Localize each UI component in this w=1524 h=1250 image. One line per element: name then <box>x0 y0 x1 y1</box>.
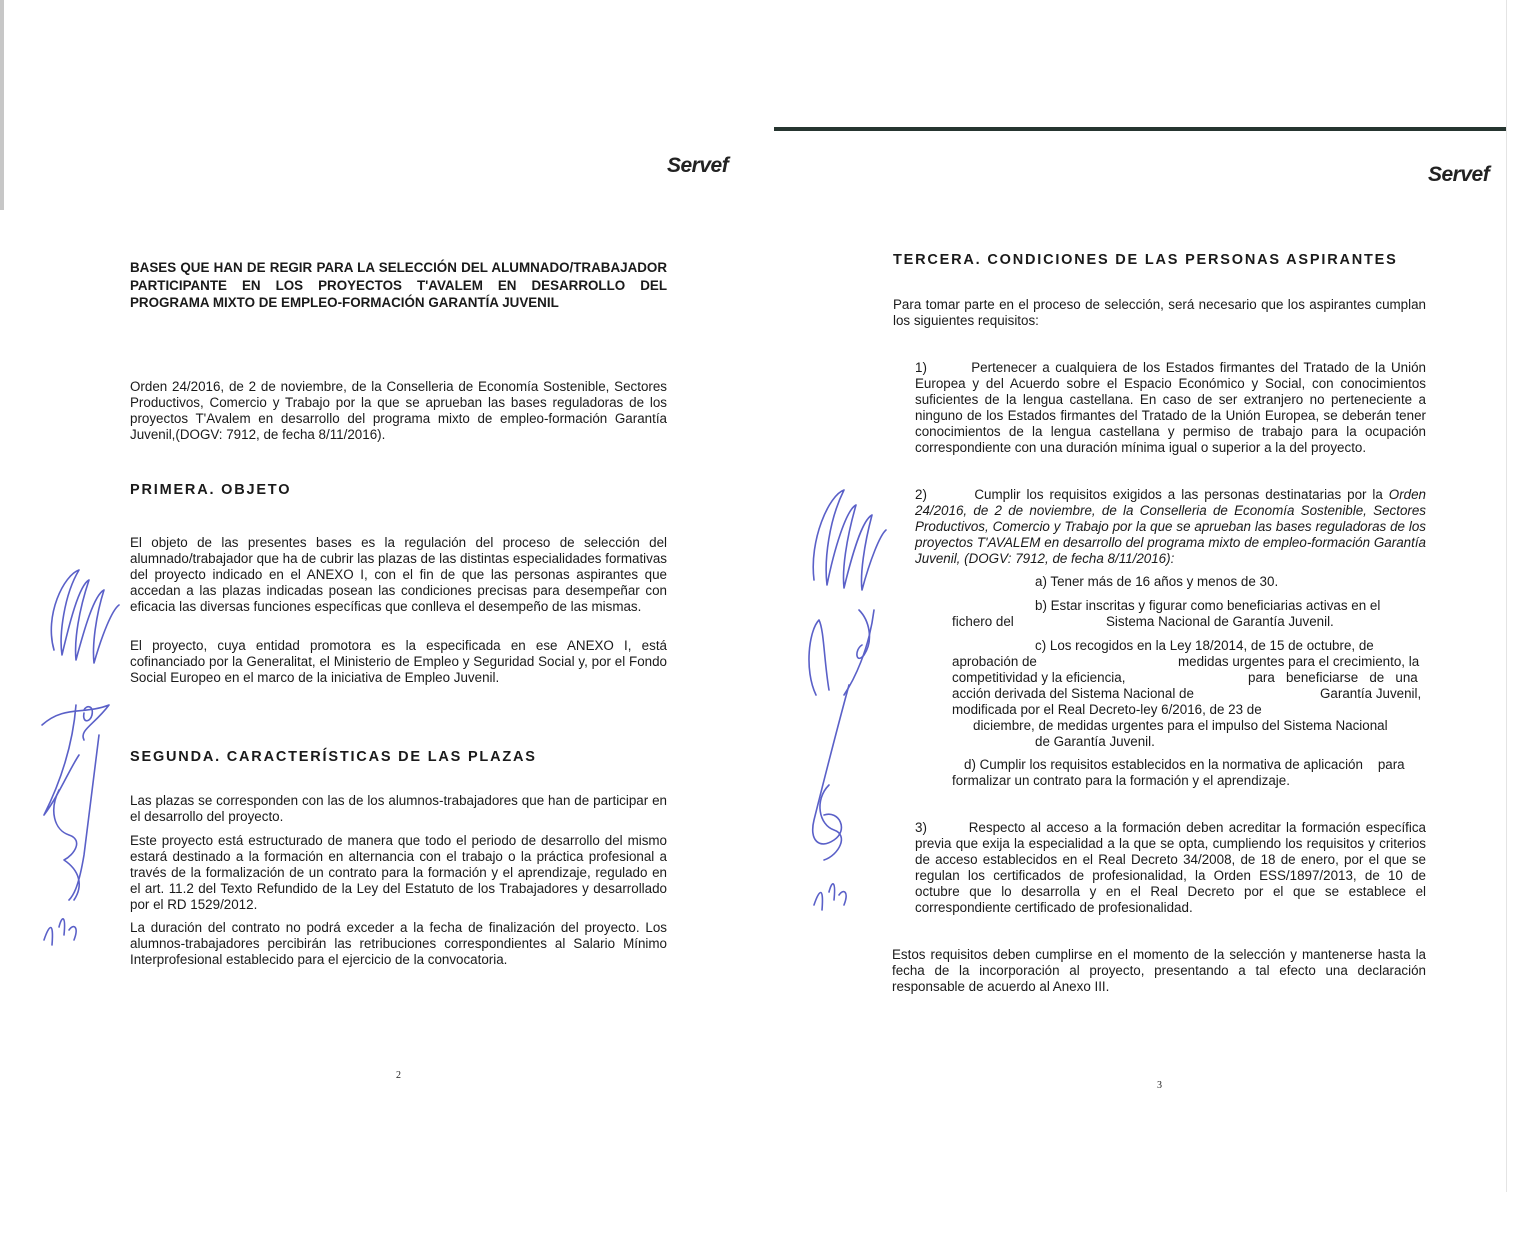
requisito-2c-line2b: medidas urgentes para el crecimiento, la <box>1178 654 1420 669</box>
scroll-edge <box>0 0 4 210</box>
primera-heading: PRIMERA. OBJETO <box>130 482 292 498</box>
requisito-2c-line4b: Garantía Juvenil, <box>1320 686 1422 701</box>
requisito-2b-line2b: Sistema Nacional de Garantía Juvenil. <box>1106 614 1334 629</box>
page-number: 2 <box>396 1070 401 1081</box>
tercera-heading: TERCERA. CONDICIONES DE LAS PERSONAS ASPIRANTES <box>893 252 1398 268</box>
requisito-2b-line1: b) Estar inscritas y figurar como beneficiarias activas en el <box>1035 598 1381 613</box>
primera-paragraph-1: El objeto de las presentes bases es la regulación del proceso de selección del alumnado/trabajador que ha de cubrir las plazas de las distintas especialidades formativas del proyecto indicado en el ANEXO I, con el fin de que las personas aspirantes que accedan a las plazas indicadas posean las condiciones precisas para desempeñar con eficacia las diversas funciones específicas que conlleva el desempeño de las mismas. <box>130 535 667 614</box>
page-number-right: 3 <box>1157 1080 1162 1091</box>
requisito-2c-line2a: aprobación de <box>952 654 1037 669</box>
requisito-2c-line1: c) Los recogidos en la Ley 18/2014, de 15 de octubre, de <box>1035 638 1374 653</box>
requisito-2b-line2a: fichero del <box>952 614 1014 629</box>
requisito-2c-line6: diciembre, de medidas urgentes para el impulso del Sistema Nacional <box>973 718 1388 733</box>
servef-logo-right: Servef <box>1428 163 1490 186</box>
requisito-2c-line7: de Garantía Juvenil. <box>1035 734 1155 749</box>
orden-citation: Orden 24/2016, de 2 de noviembre, de la Conselleria de Economía Sostenible, Sectores Productivos, Comercio y Trabajo por la que se aprueban las bases reguladoras de los proyectos T'AVALEM en desarrollo del programa mixto de empleo-formación Garantía Juvenil, (DOGV: 7912, de fecha 8/11/2016): <box>915 487 1430 566</box>
servef-logo: Servef <box>667 154 729 177</box>
segunda-paragraph-2: Este proyecto está estructurado de manera que todo el periodo de desarrollo del mismo estará destinado a la formación en alternancia con el trabajo o la práctica profesional a través de la formalización de un contrato para la formación y el aprendizaje, regulado en el art. 11.2 del Texto Refundido de la Ley del Estatuto de los Trabajadores y desarrollado por el RD 1529/2012. <box>130 833 667 912</box>
requisito-1: 1) Pertenecer a cualquiera de los Estados firmantes del Tratado de la Unión Europea y del Acuerdo sobre el Espacio Económico y Social, con conocimientos suficientes de la lengua castellana. En caso de ser extranjero no perteneciente a ninguno de los Estados firmantes del Tratado de la Unión Europea, se deberán tener conocimientos de la lengua castellana y permiso de trabajo para la ocupación correspondiente con una duración mínima igual o superior a la del proyecto. <box>915 360 1430 455</box>
requisito-2d-line1: d) Cumplir los requisitos establecidos en la normativa de aplicación para <box>964 757 1405 772</box>
requisito-2: 2) Cumplir los requisitos exigidos a las personas destinatarias por la Orden 24/2016, de 2 de noviembre, de la Conselleria de Economía Sostenible, Sectores Productivos, Comercio y Trabajo por la que se aprueban las bases reguladoras de los proyectos T'AVALEM en desarrollo del programa mixto de empleo-formación Garantía Juvenil, (DOGV: 7912, de fecha 8/11/2016): <box>915 487 1430 566</box>
closing-paragraph: Estos requisitos deben cumplirse en el momento de la selección y mantenerse hasta la fecha de la incorporación al proyecto, presentando a tal efecto una declaración responsable de acuerdo al Anexo III. <box>892 947 1426 994</box>
requisito-2c-line4a: acción derivada del Sistema Nacional de <box>952 686 1194 701</box>
segunda-paragraph-1: Las plazas se corresponden con las de los alumnos-trabajadores que han de participar en el desarrollo del proyecto. <box>130 793 667 824</box>
requisito-2d-line2: formalizar un contrato para la formación y el aprendizaje. <box>952 773 1290 788</box>
page-3 <box>774 0 1507 1192</box>
handwritten-signatures <box>24 555 134 985</box>
requisito-2a: a) Tener más de 16 años y menos de 30. <box>1035 574 1279 589</box>
tercera-intro: Para tomar parte en el proceso de selección, será necesario que los aspirantes cumplan los siguientes requisitos: <box>893 297 1426 328</box>
requisito-2c-line5: modificada por el Real Decreto-ley 6/2016, de 23 de <box>952 702 1262 717</box>
handwritten-signatures-right <box>794 480 894 980</box>
requisito-2c-line3a: competitividad y la eficiencia, <box>952 670 1126 685</box>
requisito-2c-line3b: para beneficiarse de una <box>1248 670 1418 685</box>
document-title: BASES QUE HAN DE REGIR PARA LA SELECCIÓN DEL ALUMNADO/TRABAJADOR PARTICIPANTE EN LOS PROYECTOS T'AVALEM EN DESARROLLO DEL PROGRAMA MIXTO DE EMPLEO-FORMACIÓN GARANTÍA JUVENIL <box>130 260 667 310</box>
segunda-paragraph-3: La duración del contrato no podrá exceder a la fecha de finalización del proyecto. Los alumnos-trabajadores percibirán las retribuciones correspondientes al Salario Mínimo Interprofesional establecido para el ejercicio de la convocatoria. <box>130 920 667 967</box>
primera-paragraph-2: El proyecto, cuya entidad promotora es la especificada en ese ANEXO I, está cofinanciado por la Generalitat, el Ministerio de Empleo y Seguridad Social y, por el Fondo Social Europeo en el marco de la iniciativa de Empleo Juvenil. <box>130 638 667 685</box>
segunda-heading: SEGUNDA. CARACTERÍSTICAS DE LAS PLAZAS <box>130 749 537 765</box>
orden-reference: Orden 24/2016, de 2 de noviembre, de la Conselleria de Economía Sostenible, Sectores Productivos, Comercio y Trabajo por la que se aprueban las bases reguladoras de los proyectos T'Avalem en desarrollo del programa mixto de empleo-formación Garantía Juvenil,(DOGV: 7912, de fecha 8/11/2016). <box>130 379 667 442</box>
requisito-3: 3) Respecto al acceso a la formación deben acreditar la formación específica previa que exija la especialidad a la que se opta, cumpliendo los requisitos y criterios de acceso establecidos en el Real Decreto 34/2008, de 18 de enero, por el que se regulan los certificados de profesionalidad, la Orden ESS/1897/2013, de 10 de octubre que lo desarrolla y en el Real Decreto por el que se establece el correspondiente certificado de profesionalidad. <box>915 820 1430 915</box>
page-2 <box>12 0 783 1190</box>
page-top-border <box>774 127 1506 131</box>
